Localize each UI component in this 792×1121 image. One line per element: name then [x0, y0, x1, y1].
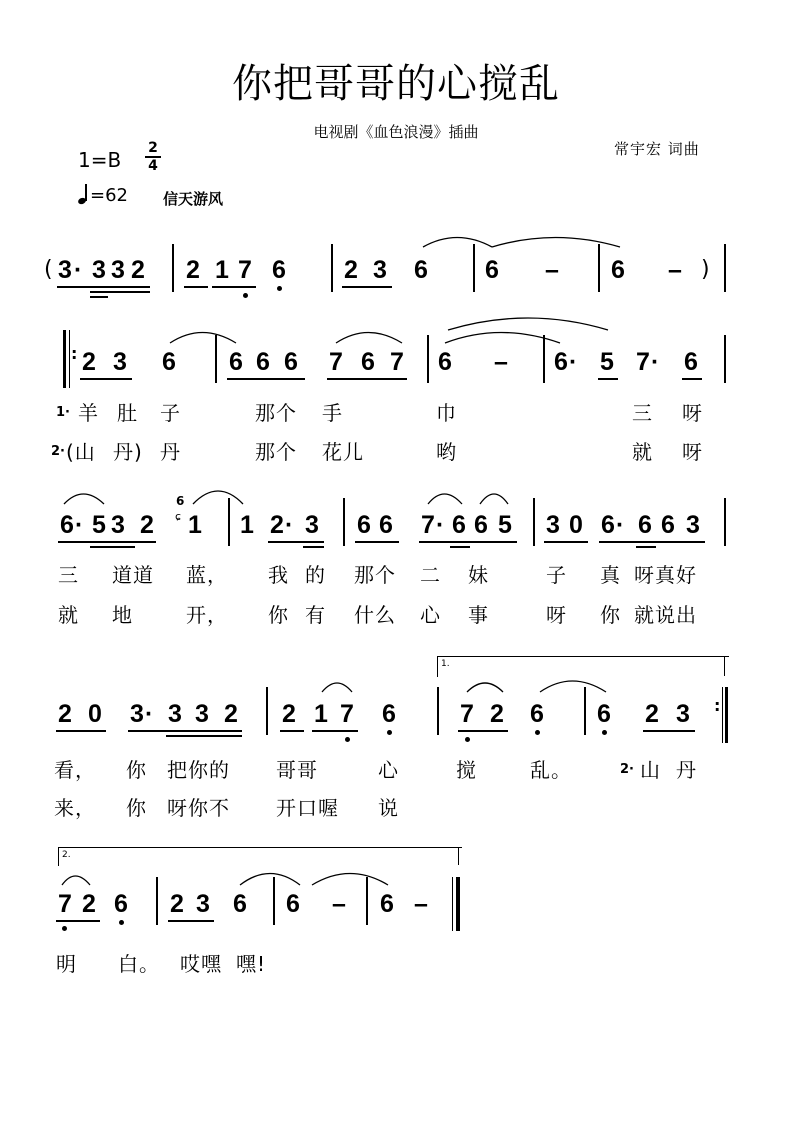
note: 5	[600, 348, 614, 376]
note: 6	[233, 890, 247, 918]
lyric: 那个	[354, 563, 396, 587]
note: 0	[88, 700, 102, 728]
volta-end	[458, 847, 459, 865]
time-signature	[144, 140, 162, 174]
lyric: 哥哥	[276, 758, 318, 782]
note: 6	[661, 511, 675, 539]
note: 7	[390, 348, 404, 376]
dash: –	[414, 890, 428, 918]
barline	[366, 877, 368, 925]
lyric: 呀	[546, 603, 567, 627]
note: 6	[452, 511, 466, 539]
note: 3	[305, 511, 319, 539]
note: 2	[186, 256, 200, 284]
note: 1	[215, 256, 229, 284]
dotted-rhythm: ·	[651, 348, 660, 376]
key-signature: 1=B	[78, 148, 122, 172]
lyric: 山	[640, 758, 661, 782]
grace-stem-icon: ɕ	[175, 510, 182, 523]
barline	[228, 498, 230, 546]
underline	[90, 296, 108, 298]
first-ending-bracket: 1.	[437, 656, 729, 677]
note: 2	[131, 256, 145, 284]
lyric: 花儿	[322, 440, 364, 464]
underline	[419, 541, 517, 543]
tie	[540, 681, 606, 692]
note: 6	[382, 700, 396, 728]
lyric: 那个	[255, 440, 297, 464]
repeat-dots: :	[71, 344, 78, 363]
note: 6	[414, 256, 428, 284]
note: 2	[270, 511, 284, 539]
note: 3	[113, 348, 127, 376]
low-octave-dot	[465, 737, 470, 742]
low-octave-dot	[345, 737, 350, 742]
dotted-rhythm: ·	[436, 511, 445, 539]
open-parenthesis: (	[44, 257, 53, 282]
barline	[473, 244, 475, 292]
underline	[90, 546, 135, 548]
time-signature-bottom: 4	[148, 158, 158, 174]
slur	[467, 683, 503, 692]
lyric: 看，	[54, 758, 96, 782]
repeat-end-thick	[725, 687, 728, 743]
lyric: 那个	[255, 401, 297, 425]
lyric: 你	[126, 796, 147, 820]
low-octave-dot	[277, 286, 282, 291]
lyric: 来，	[54, 796, 96, 820]
lyric: 肚	[117, 401, 138, 425]
underline	[166, 735, 242, 737]
tempo-marking	[78, 184, 128, 206]
note: 6	[474, 511, 488, 539]
underline	[57, 286, 150, 288]
lyric: 事	[468, 603, 489, 627]
note: 6	[380, 890, 394, 918]
note: 6	[597, 700, 611, 728]
slur	[64, 494, 104, 504]
note: 7	[421, 511, 435, 539]
note: 5	[498, 511, 512, 539]
note: 2	[58, 700, 72, 728]
lyric: 就	[632, 440, 653, 464]
lyric: 开，	[186, 603, 228, 627]
lyric: 妹	[468, 563, 489, 587]
note: 3	[111, 256, 125, 284]
final-bar-thick	[456, 877, 460, 931]
lyric: 羊	[78, 401, 99, 425]
note: 2	[170, 890, 184, 918]
barline	[724, 498, 726, 546]
note: 2	[82, 890, 96, 918]
note: 6	[162, 348, 176, 376]
dash: –	[668, 256, 682, 284]
note: 6	[611, 256, 625, 284]
slur	[448, 318, 608, 330]
note: 2	[645, 700, 659, 728]
dash: –	[332, 890, 346, 918]
lyric: 开口喔	[276, 796, 339, 820]
note: 7	[636, 348, 650, 376]
slur	[428, 494, 462, 504]
note: 6	[361, 348, 375, 376]
slur	[480, 494, 508, 504]
lyric: (山	[66, 440, 96, 464]
lyric: 就说出	[634, 603, 697, 627]
note: 6	[286, 890, 300, 918]
repeat-end-thin	[722, 687, 723, 743]
note: 3	[686, 511, 700, 539]
note: 1	[240, 511, 254, 539]
dash: –	[545, 256, 559, 284]
underline	[58, 541, 156, 543]
barline	[273, 877, 275, 925]
note: 3	[111, 511, 125, 539]
note: 7	[238, 256, 252, 284]
underline	[56, 730, 106, 732]
note: 6	[438, 348, 452, 376]
lyric: 就	[58, 603, 79, 627]
lyric: 丹	[160, 440, 181, 464]
close-parenthesis: )	[701, 257, 710, 282]
lyric: 的	[305, 563, 326, 587]
tie	[492, 238, 620, 248]
note: 6	[256, 348, 270, 376]
lyric: 蓝，	[186, 563, 228, 587]
note: 1	[314, 700, 328, 728]
low-octave-dot	[387, 730, 392, 735]
verse-number: 1·	[56, 405, 70, 420]
lyric: 手	[322, 401, 343, 425]
note: 6	[272, 256, 286, 284]
underline	[280, 730, 304, 732]
note: 2	[344, 256, 358, 284]
note: 6	[530, 700, 544, 728]
barline	[543, 335, 545, 383]
grace-note: 6	[176, 494, 185, 508]
lyric: 丹)	[113, 440, 143, 464]
slur	[193, 491, 243, 504]
barline	[343, 498, 345, 546]
barline	[172, 244, 174, 292]
lyric: 你	[600, 603, 621, 627]
barline	[427, 335, 429, 383]
dotted-rhythm: ·	[616, 511, 625, 539]
underline	[168, 920, 214, 922]
tie	[336, 333, 402, 344]
lyric: 搅	[456, 758, 477, 782]
time-signature-top: 2	[148, 140, 158, 156]
barline	[331, 244, 333, 292]
note: 0	[569, 511, 583, 539]
lyric: 你	[126, 758, 147, 782]
tie	[312, 874, 388, 886]
underline	[342, 286, 392, 288]
note: 7	[340, 700, 354, 728]
dotted-rhythm: ·	[285, 511, 294, 539]
underline	[184, 286, 208, 288]
tie	[240, 874, 300, 886]
underline	[327, 378, 407, 380]
barline	[724, 244, 726, 292]
quarter-note-icon	[78, 184, 88, 204]
low-octave-dot	[602, 730, 607, 735]
underline	[268, 541, 324, 543]
note: 2	[82, 348, 96, 376]
note: 3	[58, 256, 72, 284]
barline	[584, 687, 586, 735]
dotted-rhythm: ·	[74, 256, 83, 284]
lyric: 子	[160, 401, 181, 425]
barline	[266, 687, 268, 735]
lyric: 有	[305, 603, 326, 627]
lyric: 二	[420, 563, 441, 587]
underline	[80, 378, 132, 380]
note: 6	[485, 256, 499, 284]
lyric: 哎嘿	[180, 952, 222, 976]
underline	[458, 730, 508, 732]
lyric: 嘿!	[236, 952, 267, 976]
lyric: 呀你不	[167, 796, 230, 820]
lyric: 三	[632, 401, 653, 425]
note: 3	[196, 890, 210, 918]
underline	[212, 286, 256, 288]
underline	[598, 378, 618, 380]
repeat-start-thin	[69, 330, 70, 388]
barline	[533, 498, 535, 546]
lyric: 呀真好	[634, 563, 697, 587]
note: 6	[357, 511, 371, 539]
low-octave-dot	[535, 730, 540, 735]
tie	[423, 238, 492, 248]
lyric: 巾	[436, 401, 457, 425]
slur	[62, 876, 90, 885]
subtitle: 电视剧《血色浪漫》插曲	[313, 123, 479, 141]
lyric: 把你的	[167, 758, 230, 782]
underline	[544, 541, 588, 543]
dotted-rhythm: ·	[145, 700, 154, 728]
lyric: 白。	[118, 952, 160, 976]
note: 1	[188, 511, 202, 539]
note: 7	[58, 890, 72, 918]
note: 7	[329, 348, 343, 376]
repeat-dots: :	[714, 696, 721, 715]
song-title: 你把哥哥的心搅乱	[232, 61, 560, 107]
note: 3	[195, 700, 209, 728]
underline	[303, 546, 324, 548]
lyric: 心	[420, 603, 441, 627]
note: 3	[373, 256, 387, 284]
note: 5	[92, 511, 106, 539]
note: 6	[554, 348, 568, 376]
note: 6	[684, 348, 698, 376]
lyric: 我	[268, 563, 289, 587]
underline	[312, 730, 358, 732]
lyric: 你	[268, 603, 289, 627]
style-marking: 信天游风	[163, 190, 224, 208]
note: 2	[282, 700, 296, 728]
underline	[128, 730, 242, 732]
barline	[156, 877, 158, 925]
lyric: 道道	[112, 563, 154, 587]
lyric: 心	[378, 758, 399, 782]
note: 3	[546, 511, 560, 539]
note: 3	[92, 256, 106, 284]
verse-number: 2·	[620, 762, 634, 777]
note: 6	[638, 511, 652, 539]
second-ending-bracket: 2.	[58, 847, 462, 866]
lyric: 地	[112, 603, 133, 627]
final-bar-thin	[452, 877, 453, 931]
underline	[227, 378, 305, 380]
lyric: 子	[546, 563, 567, 587]
lyric: 真	[600, 563, 621, 587]
note: 2	[490, 700, 504, 728]
underline	[355, 541, 399, 543]
verse-number: 2·	[51, 444, 65, 459]
lyric: 哟	[436, 440, 457, 464]
tempo-value: =62	[90, 185, 128, 206]
lyric: 乱。	[530, 758, 572, 782]
dotted-rhythm: ·	[75, 511, 84, 539]
dotted-rhythm: ·	[569, 348, 578, 376]
note: 3	[130, 700, 144, 728]
lyric: 呀	[682, 440, 703, 464]
tie	[170, 333, 236, 344]
underline	[90, 291, 150, 293]
lyric: 呀	[682, 401, 703, 425]
note: 6	[60, 511, 74, 539]
low-octave-dot	[62, 926, 67, 931]
note: 6	[114, 890, 128, 918]
barline	[724, 335, 726, 383]
underline	[682, 378, 702, 380]
low-octave-dot	[243, 293, 248, 298]
lyric: 说	[378, 796, 399, 820]
note: 6	[601, 511, 615, 539]
barline	[598, 244, 600, 292]
composer-credit: 常宇宏 词曲	[614, 140, 700, 158]
barline	[215, 335, 217, 383]
lyric: 什么	[354, 603, 396, 627]
note: 6	[379, 511, 393, 539]
lyric: 明	[56, 952, 77, 976]
volta-end	[724, 656, 725, 676]
barline	[437, 687, 439, 735]
note: 6	[229, 348, 243, 376]
note: 6	[284, 348, 298, 376]
underline	[636, 546, 656, 548]
underline	[450, 546, 470, 548]
note: 2	[140, 511, 154, 539]
dash: –	[494, 348, 508, 376]
underline	[643, 730, 695, 732]
underline	[599, 541, 705, 543]
slur	[322, 683, 352, 692]
underline	[56, 920, 100, 922]
low-octave-dot	[119, 920, 124, 925]
note: 3	[676, 700, 690, 728]
note: 2	[224, 700, 238, 728]
lyric: 三	[58, 563, 79, 587]
repeat-start-thick	[63, 330, 66, 388]
lyric: 丹	[676, 758, 697, 782]
note: 7	[460, 700, 474, 728]
note: 3	[168, 700, 182, 728]
